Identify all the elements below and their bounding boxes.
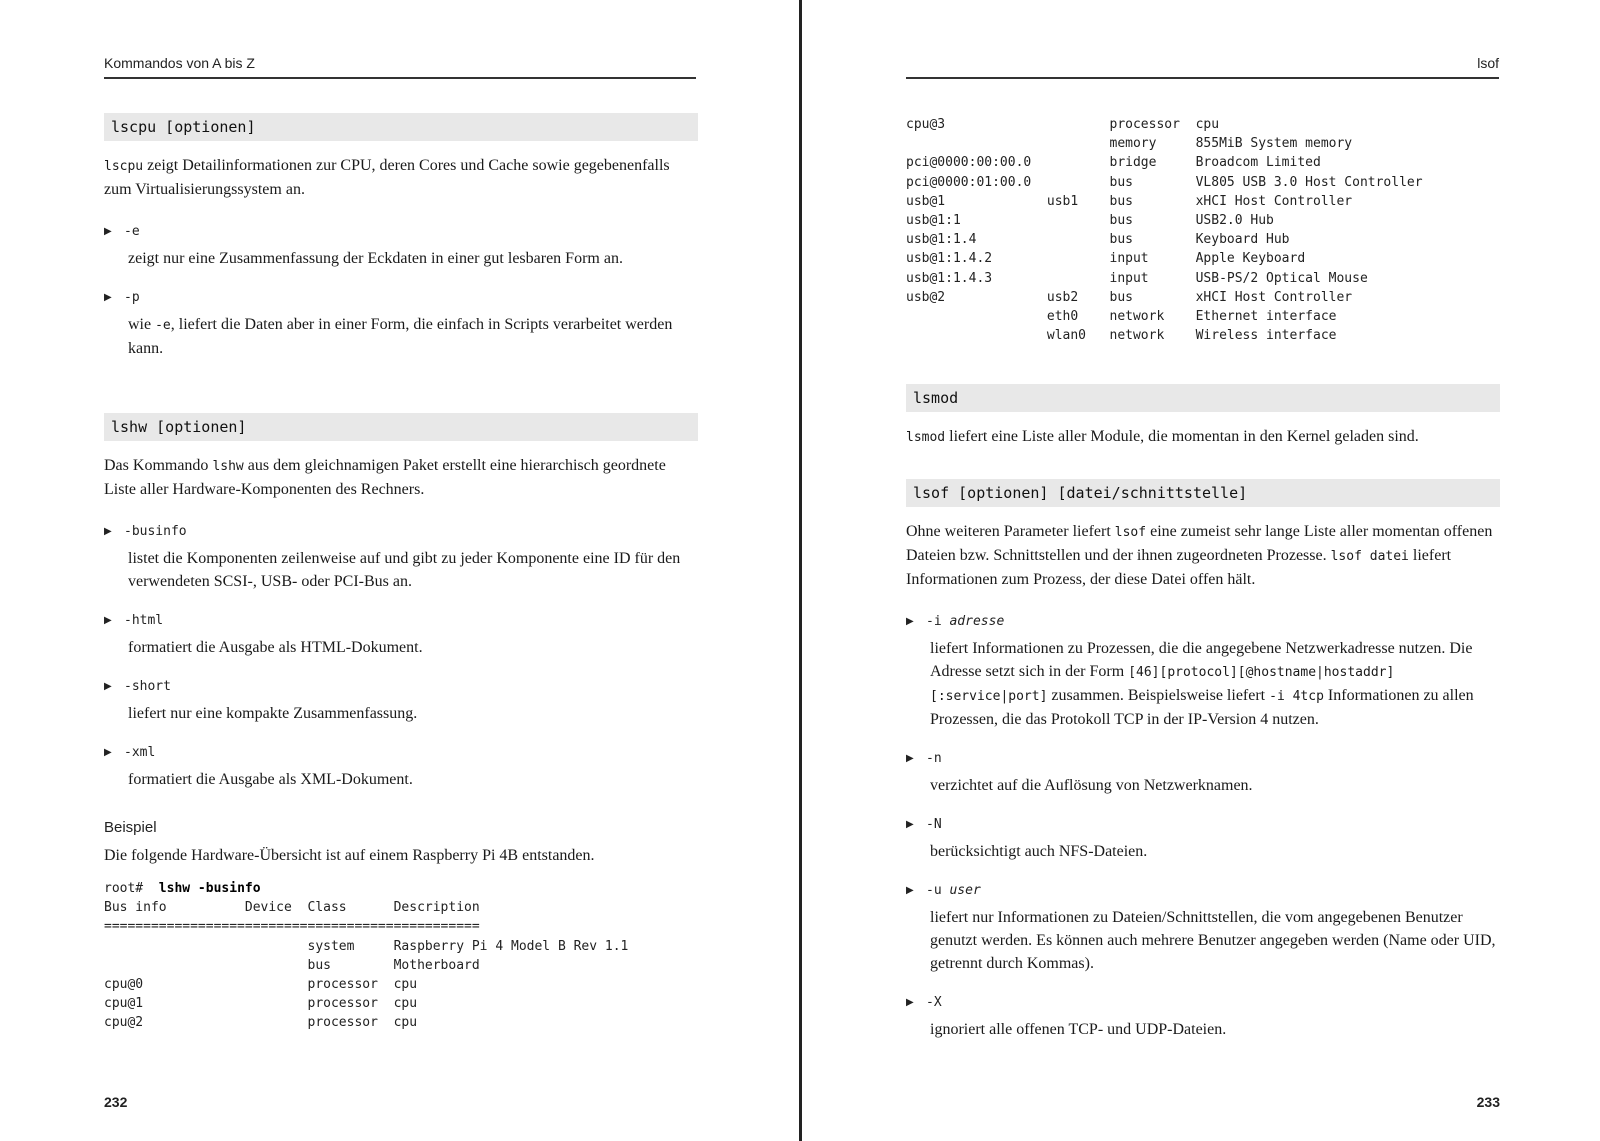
- lsof-syntax-box: lsof [optionen] [datei/schnittstelle]: [906, 479, 1500, 507]
- option-lshw-html: ▶ -html: [104, 613, 164, 628]
- option-lsof-X-desc: ignoriert alle offenen TCP- und UDP-Dateien.: [930, 1021, 1227, 1039]
- option-lsof-i: ▶ -i adresse: [906, 614, 1005, 630]
- option-lsof-N: ▶ -N: [906, 817, 942, 833]
- page-number-left: 232: [104, 1094, 128, 1110]
- option-lsof-n-desc: verzichtet auf die Auflösung von Netzwerknamen.: [930, 777, 1253, 795]
- running-header-right: lsof: [906, 53, 1499, 79]
- bullet-triangle-icon: ▶: [906, 616, 914, 628]
- page-number-right: 233: [1476, 1094, 1500, 1110]
- bullet-triangle-icon: ▶: [906, 885, 914, 897]
- option-lscpu-e-desc: zeigt nur eine Zusammenfassung der Eckdaten in einer gut lesbaren Form an.: [128, 250, 623, 267]
- right-content: [906, 115, 1500, 1041]
- code-block-left: root# lshw -businfo Bus info Device Class Description ================================================ system Raspberry Pi 4 Model B Rev 1.1 bus Motherboard cpu@0 processor cpu cpu@1 processor cpu cpu@2 processor cpu: [104, 881, 629, 1031]
- bullet-triangle-icon: ▶: [104, 615, 112, 626]
- lsmod-description: lsmod liefert eine Liste aller Module, die momentan in den Kernel geladen sind.: [906, 428, 1419, 446]
- left-content: [104, 113, 698, 1033]
- option-lshw-xml: ▶ -xml: [104, 745, 156, 760]
- bullet-triangle-icon: ▶: [104, 747, 112, 758]
- option-lscpu-e: ▶ -e: [104, 224, 140, 239]
- option-lshw-businfo: ▶ -businfo: [104, 524, 187, 539]
- option-lsof-n: ▶ -n: [906, 751, 942, 767]
- code-block-right: cpu@3 processor cpu memory 855MiB System memory pci@0000:00:00.0 bridge Broadcom Limited pci@0000:01:00.0 bus VL805 USB 3.0 Host Controller usb@1 usb1 bus xHCI Host Controller usb@1:1 bus USB2.0 Hub usb@1:1.4 bus Keyboard Hub usb@1:1.4.2 input Apple Keyboard usb@1:1.4.3 input USB-PS/2 Optical Mouse usb@2 usb2 bus xHCI Host Controller eth0 network Ethernet interface wlan0 network Wireless interface: [906, 117, 1423, 344]
- running-header-left: Kommandos von A bis Z: [104, 53, 696, 79]
- bullet-triangle-icon: ▶: [104, 526, 112, 537]
- option-lsof-N-desc: berücksichtigt auch NFS-Dateien.: [930, 843, 1148, 861]
- option-lscpu-p-desc: wie -e, liefert die Daten aber in einer Form, die einfach in Scripts verarbeitet werden kann.: [128, 316, 673, 357]
- option-lsof-i-desc: liefert Informationen zu Prozessen, die die angegebene Netzwerkadresse nutzen. Die Adresse setzt sich in der Form [46][protocol][@hostname|hostaddr][:service|port] zusammen. Beispielsweise liefert -i 4tcp Informationen zu allen Prozessen, die das Protokoll TCP in der IP-Version 4 nutzen.: [930, 640, 1474, 729]
- bullet-triangle-icon: ▶: [906, 819, 914, 831]
- lsof-description: Ohne weiteren Parameter liefert lsof eine zumeist sehr lange Liste aller momentan offenen Dateien bzw. Schnittstellen und der ihnen zugeordneten Prozesse. lsof datei liefert Informationen zum Prozess, der diese Datei offen hält.: [906, 523, 1493, 589]
- option-lsof-X: ▶ -X: [906, 995, 942, 1011]
- bullet-triangle-icon: ▶: [906, 997, 914, 1009]
- option-lsof-u-desc: liefert nur Informationen zu Dateien/Schnittstellen, die vom angegebenen Benutzer genutzt werden. Es können auch mehrere Benutzer angegeben werden (Name oder UID, getrennt durch Kommas).: [930, 909, 1496, 973]
- lscpu-syntax-box: lscpu [optionen]: [104, 113, 698, 141]
- bullet-triangle-icon: ▶: [104, 292, 112, 303]
- option-lshw-businfo-desc: listet die Komponenten zeilenweise auf und gibt zu jeder Komponente eine ID für den verwendeten SCSI-, USB- oder PCI-Bus an.: [128, 550, 681, 590]
- option-lshw-short: ▶ -short: [104, 679, 171, 694]
- lshw-description: Das Kommando lshw aus dem gleichnamigen Paket erstellt eine hierarchisch geordnete Liste aller Hardware-Komponenten des Rechners.: [104, 457, 666, 498]
- option-lshw-short-desc: liefert nur eine kompakte Zusammenfassung.: [128, 705, 418, 722]
- lsmod-syntax-box: lsmod: [906, 384, 1500, 412]
- bullet-triangle-icon: ▶: [104, 681, 112, 692]
- option-lshw-html-desc: formatiert die Ausgabe als HTML-Dokument.: [128, 639, 423, 656]
- lscpu-description: lscpu zeigt Detailinformationen zur CPU, deren Cores und Cache sowie gegebenenfalls zum Virtualisierungssystem an.: [104, 157, 670, 198]
- shell-command: lshw -businfo: [158, 881, 261, 896]
- bullet-triangle-icon: ▶: [906, 753, 914, 765]
- example-text: Die folgende Hardware-Übersicht ist auf einem Raspberry Pi 4B entstanden.: [104, 847, 595, 864]
- option-lshw-xml-desc: formatiert die Ausgabe als XML-Dokument.: [128, 771, 413, 788]
- right-page: [802, 0, 1600, 1141]
- option-lsof-u: ▶ -u user: [906, 883, 981, 899]
- example-heading: Beispiel: [104, 819, 157, 836]
- bullet-triangle-icon: ▶: [104, 226, 112, 237]
- shell-prompt: root#: [104, 881, 144, 896]
- lshw-syntax-box: lshw [optionen]: [104, 413, 698, 441]
- option-lscpu-p: ▶ -p: [104, 290, 140, 305]
